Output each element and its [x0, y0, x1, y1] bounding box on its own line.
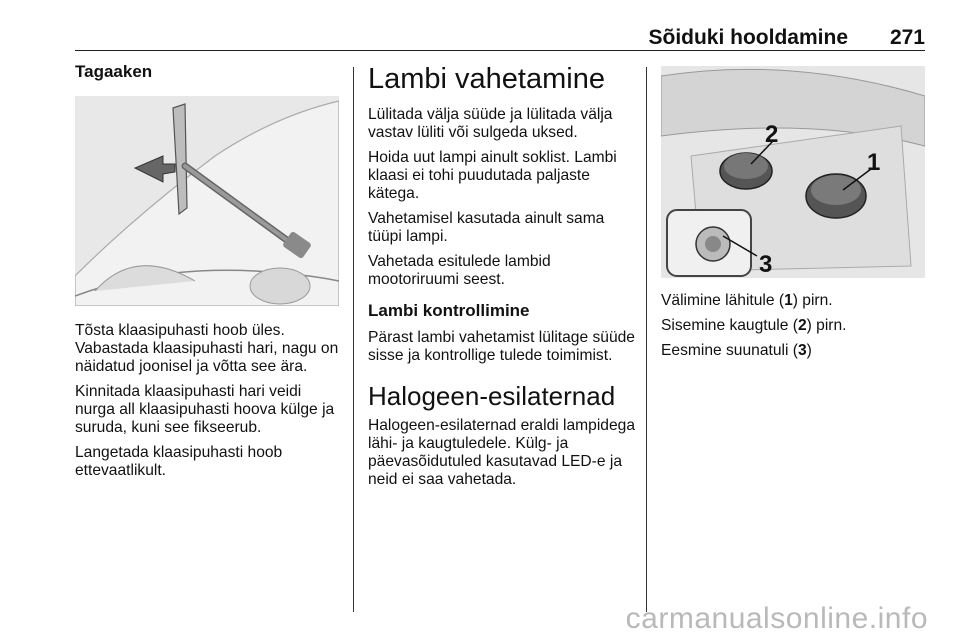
legend-item: Välimine lähitule (1) pirn. [661, 292, 833, 309]
paragraph: Vahetada esitulede lambid mootoriruumi seest. [368, 253, 551, 288]
page-number: 271 [889, 26, 925, 49]
paragraph: Hoida uut lampi ainult soklist. Lambi klaasi ei tohi puudutada paljaste kätega. [368, 149, 617, 202]
paragraph: Vahetamisel kasutada ainult sama tüüpi lampi. [368, 210, 605, 245]
headlamp-illustration [661, 66, 925, 278]
watermark: carmanualsonline.info [625, 602, 928, 635]
callout-3: 3 [759, 251, 773, 278]
column-left [75, 62, 340, 487]
column-divider [353, 67, 354, 612]
title-halogeen-esilaternad: Halogeen-esilaternad [368, 381, 616, 411]
heading-tagaaken: Tagaaken [75, 62, 153, 81]
legend-item: Eesmine suunatuli (3) [661, 342, 812, 359]
column-right [661, 66, 926, 367]
paragraph: Langetada klaasipuhasti hoob ettevaatlikult. [75, 444, 283, 479]
page-header [75, 26, 925, 51]
title-lambi-vahetamine: Lambi vahetamine [368, 63, 605, 95]
paragraph: Lülitada välja süüde ja lülitada välja vastav lüliti või sulgeda uksed. [368, 106, 613, 141]
paragraph: Kinnitada klaasipuhasti hari veidi nurga all klaasipuhasti hoova külge ja suruda, kuni see fikseerub. [75, 383, 335, 436]
column-divider [646, 67, 647, 612]
column-middle [368, 62, 636, 496]
wiper-illustration [75, 96, 339, 306]
subheading-lambi-kontrollimine: Lambi kontrollimine [368, 301, 530, 320]
paragraph: Tõsta klaasipuhasti hoob üles. Vabastada klaasipuhasti hari, nagu on näidatud joonisel ja võtta see ära. [75, 322, 339, 375]
callout-1: 1 [867, 149, 881, 176]
paragraph: Pärast lambi vahetamist lülitage süüde sisse ja kontrollige tulede toimimist. [368, 329, 635, 364]
section-title: Sõiduki hooldamine [648, 26, 848, 49]
legend-item: Sisemine kaugtule (2) pirn. [661, 317, 847, 334]
paragraph: Halogeen-esilaternad eraldi lampidega lähi- ja kaugtuledele. Külg- ja päevasõidutuled kasutavad LED-e ja neid ei saa vahetada. [368, 417, 635, 488]
callout-2: 2 [765, 121, 779, 148]
